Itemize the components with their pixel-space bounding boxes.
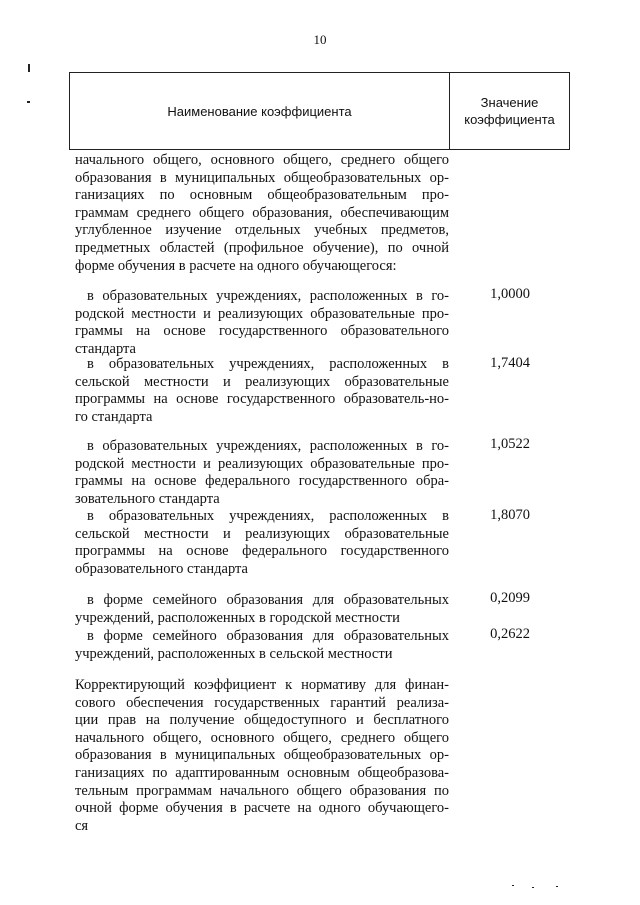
- text-line: сельской местности и реализующих образовательные: [75, 373, 449, 390]
- text-line: программы на основе государственного образователь-но-: [75, 391, 449, 408]
- coefficient-value: 1,0522: [490, 436, 530, 452]
- coefficient-row: [75, 288, 449, 358]
- text-line: начального общего, основного общего, среднего общего: [75, 152, 449, 168]
- text-line: зовательного стандарта: [75, 490, 220, 507]
- text-line: образования в муниципальных общеобразовательных ор-: [75, 747, 449, 764]
- coefficient-row: [75, 356, 449, 426]
- text-line: стандарта: [75, 340, 136, 357]
- text-line: образования в муниципальных общеобразовательных ор-: [75, 169, 449, 186]
- text-line: граммы на основе федерального государственного обра-: [75, 473, 449, 490]
- text-line: сельской местности и реализующих образовательные: [75, 525, 449, 542]
- text-line: углубленное изучение отдельных учебных предметов,: [75, 222, 449, 239]
- text-line: предметных областей (профильное обучение), по очной: [75, 239, 449, 256]
- text-line: учреждений, расположенных в сельской местности: [75, 645, 393, 662]
- closing-paragraph: [75, 677, 449, 835]
- text-line: очной форме обучения в расчете на одного обучающего-: [75, 800, 449, 817]
- table-header: [69, 72, 570, 150]
- text-line: начального общего, основного общего, среднего общего: [75, 729, 449, 746]
- text-line: учреждений, расположенных в городской местности: [75, 609, 400, 626]
- text-line: образовательного стандарта: [75, 560, 248, 577]
- scan-speck: [532, 887, 534, 888]
- coefficient-row: [75, 592, 449, 627]
- coefficient-row: [75, 438, 449, 508]
- scan-mark: [28, 64, 30, 72]
- text-line: в образовательных учреждениях, расположенных в го-: [87, 288, 449, 304]
- text-line: в образовательных учреждениях, расположенных в го-: [87, 438, 449, 454]
- text-line: го стандарта: [75, 408, 153, 425]
- text-line: граммы на основе государственного образовательного: [75, 323, 449, 340]
- text-line: родской местности и реализующих образовательные про-: [75, 305, 449, 322]
- intro-paragraph: [75, 152, 449, 275]
- text-line: ганизациях по основным общеобразовательным про-: [75, 187, 449, 204]
- scan-speck: [512, 885, 514, 886]
- text-line: форме обучения в расчете на одного обучающегося:: [75, 257, 397, 274]
- coefficient-value: 0,2622: [490, 626, 530, 642]
- text-line: родской местности и реализующих образовательные про-: [75, 455, 449, 472]
- text-line: тельным программам начального общего образования по: [75, 782, 449, 799]
- column-header-name: Наименование коэффициента: [70, 73, 450, 149]
- text-line: ганизациях по адаптированным основным общеобразова-: [75, 764, 449, 781]
- text-line: сового обеспечения государственных гарантий реализа-: [75, 694, 449, 711]
- scan-speck: [556, 886, 558, 887]
- coefficient-value: 0,2099: [490, 590, 530, 606]
- text-line: ся: [75, 817, 89, 834]
- column-header-value-line: Значение: [480, 95, 539, 110]
- text-line: в образовательных учреждениях, расположенных в: [87, 356, 449, 372]
- text-line: в форме семейного образования для образовательных: [87, 628, 449, 644]
- scan-mark: [27, 101, 30, 103]
- text-line: в форме семейного образования для образовательных: [87, 592, 449, 608]
- text-line: граммам среднего общего образования, обеспечивающим: [75, 204, 449, 221]
- coefficient-row: [75, 508, 449, 578]
- text-line: ции прав на получение общедоступного и бесплатного: [75, 712, 449, 729]
- coefficient-value: 1,0000: [490, 286, 530, 302]
- text-line: программы на основе федерального государственного: [75, 543, 449, 560]
- column-header-value: [450, 73, 569, 149]
- text-line: Корректирующий коэффициент к нормативу для финан-: [75, 677, 449, 693]
- page-number: 10: [313, 32, 327, 47]
- coefficient-row: [75, 628, 449, 663]
- coefficient-value: 1,7404: [490, 355, 530, 371]
- coefficient-value: 1,8070: [490, 507, 530, 523]
- text-line: в образовательных учреждениях, расположенных в: [87, 508, 449, 524]
- column-header-value-line: коэффициента: [464, 112, 555, 127]
